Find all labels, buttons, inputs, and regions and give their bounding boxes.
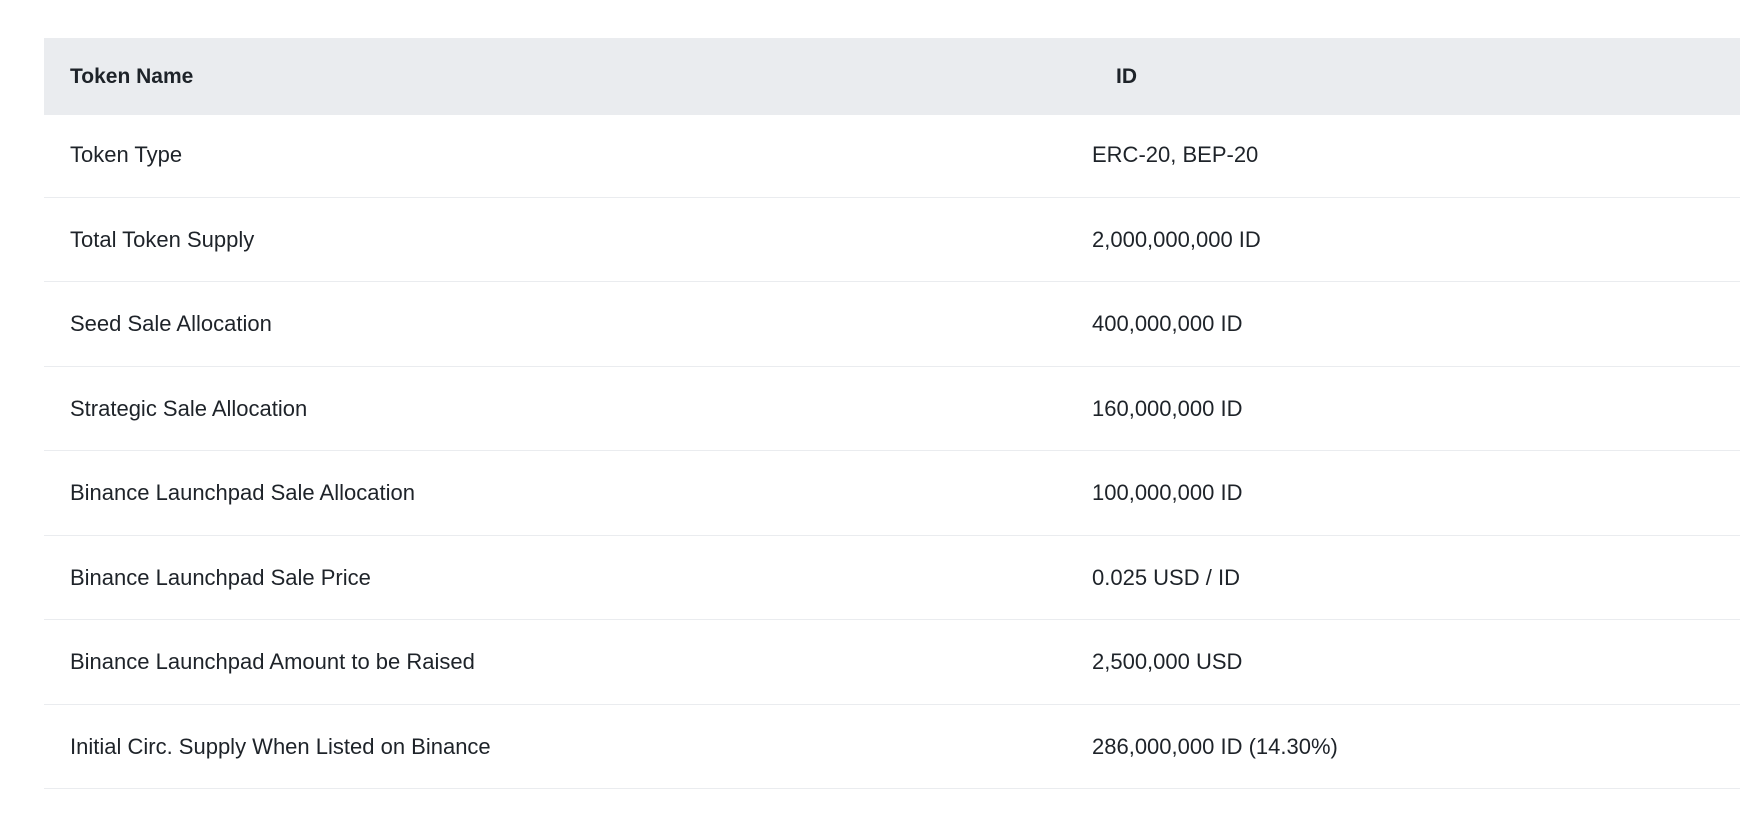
row-value: 2,500,000 USD xyxy=(1090,620,1740,705)
column-header-id: ID xyxy=(1090,38,1740,115)
table-row xyxy=(44,451,1740,536)
row-value: ERC-20, BEP-20 xyxy=(1090,115,1740,197)
row-value: 286,000,000 ID (14.30%) xyxy=(1090,704,1740,789)
row-label: Token Type xyxy=(44,115,1090,197)
table-row xyxy=(44,197,1740,282)
table-row xyxy=(44,535,1740,620)
row-label: Total Token Supply xyxy=(44,197,1090,282)
token-table-wrapper xyxy=(44,38,1700,789)
row-label: Seed Sale Allocation xyxy=(44,282,1090,367)
table-row xyxy=(44,282,1740,367)
row-label: Strategic Sale Allocation xyxy=(44,366,1090,451)
row-label: Initial Circ. Supply When Listed on Binance xyxy=(44,704,1090,789)
table-body xyxy=(44,115,1740,789)
row-label: Binance Launchpad Sale Allocation xyxy=(44,451,1090,536)
column-header-token-name: Token Name xyxy=(44,38,1090,115)
table-header-row xyxy=(44,38,1740,115)
row-label: Binance Launchpad Amount to be Raised xyxy=(44,620,1090,705)
row-label: Binance Launchpad Sale Price xyxy=(44,535,1090,620)
table-row xyxy=(44,620,1740,705)
row-value: 160,000,000 ID xyxy=(1090,366,1740,451)
row-value: 0.025 USD / ID xyxy=(1090,535,1740,620)
table-header xyxy=(44,38,1740,115)
table-row xyxy=(44,704,1740,789)
table-row xyxy=(44,366,1740,451)
row-value: 100,000,000 ID xyxy=(1090,451,1740,536)
row-value: 400,000,000 ID xyxy=(1090,282,1740,367)
token-details-table xyxy=(44,38,1740,789)
row-value: 2,000,000,000 ID xyxy=(1090,197,1740,282)
table-row xyxy=(44,115,1740,197)
